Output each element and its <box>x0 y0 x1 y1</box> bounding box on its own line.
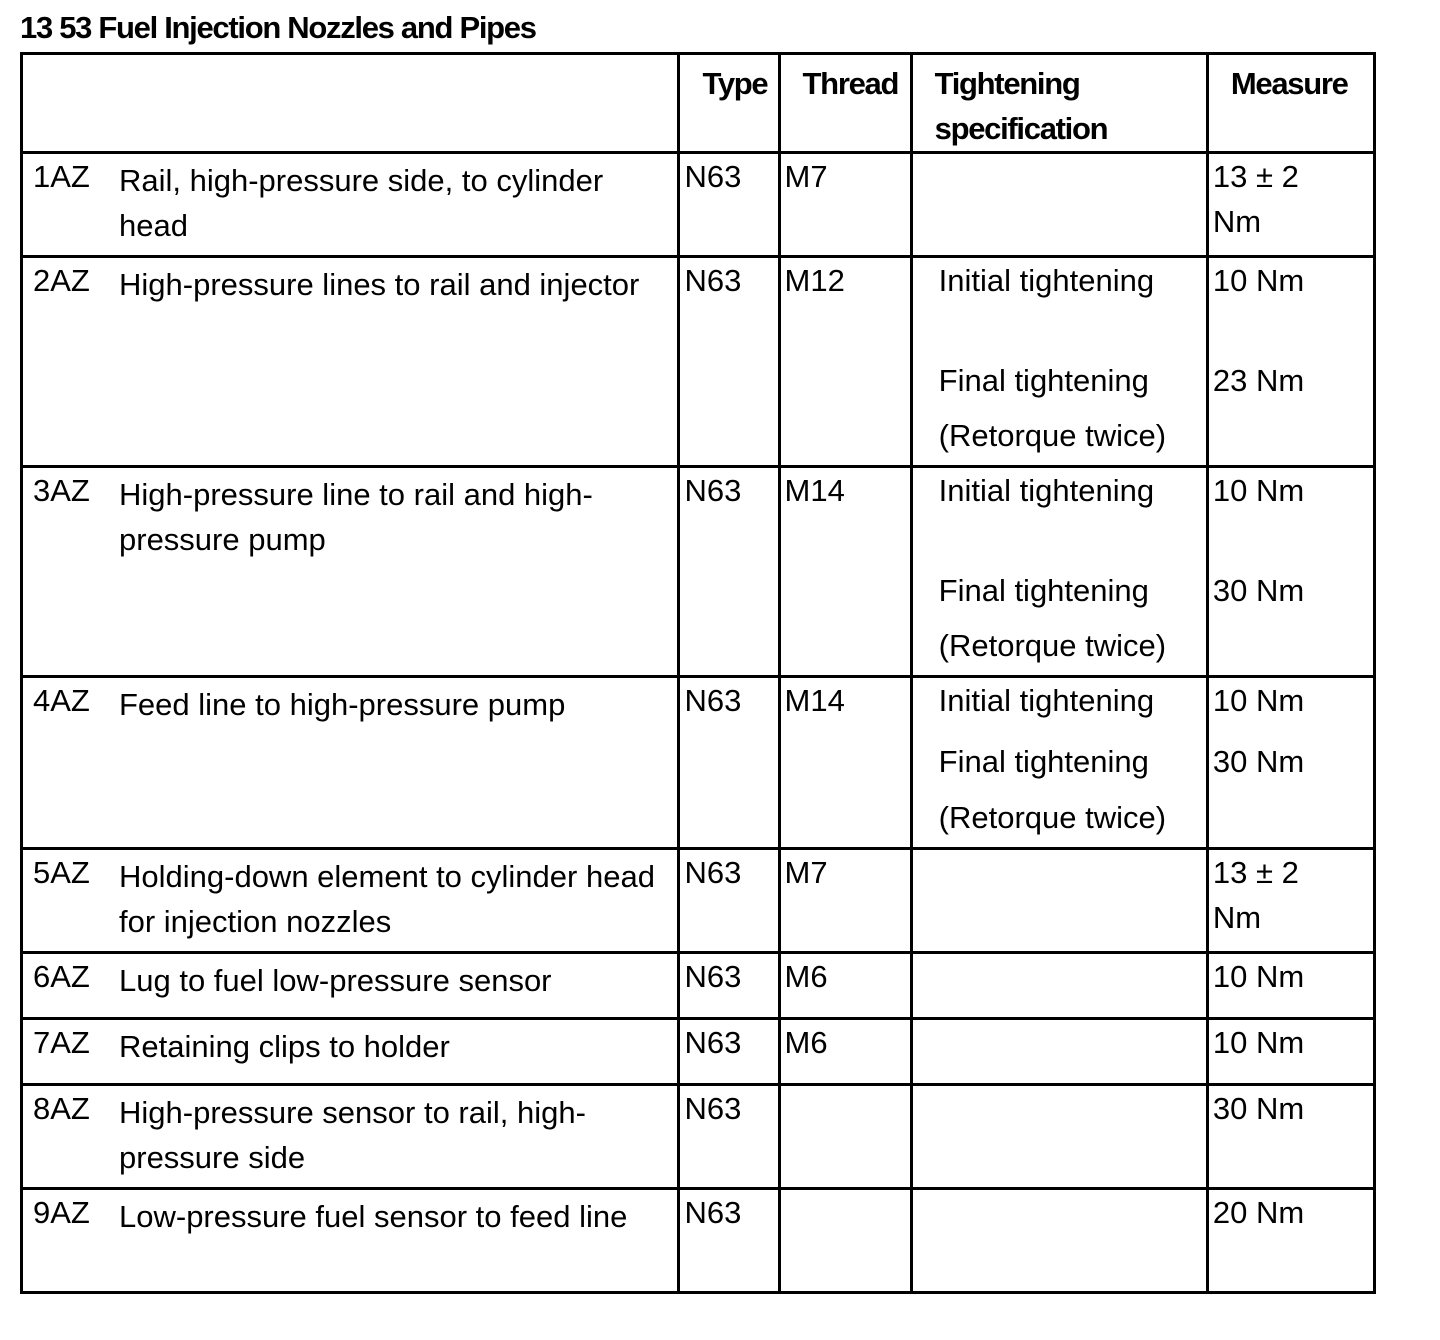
type-cell: N63 <box>679 1019 779 1085</box>
header-row <box>22 54 1375 153</box>
torque-spec-table <box>20 52 1376 1294</box>
measure-value: 20 Nm <box>1212 1195 1305 1230</box>
item-description: High-pressure line to rail and high-pressure pump <box>119 477 593 557</box>
item-description: High-pressure lines to rail and injector <box>119 267 640 302</box>
header-item <box>22 54 679 153</box>
item-number: 1AZ <box>33 159 90 194</box>
item-description: Lug to fuel low-pressure sensor <box>119 963 552 998</box>
table-row <box>22 1189 1375 1293</box>
item-description: Retaining clips to holder <box>119 1029 450 1064</box>
item-cell <box>22 849 679 953</box>
item-description: High-pressure sensor to rail, high-pressure side <box>119 1095 586 1175</box>
table-row <box>22 153 1375 257</box>
spec-cell <box>911 1189 1207 1293</box>
table-row <box>22 467 1375 677</box>
item-number: 4AZ <box>33 683 90 718</box>
spec-line: (Retorque twice) <box>938 800 1167 835</box>
spec-line: (Retorque twice) <box>938 628 1167 663</box>
thread-cell: M6 <box>779 953 911 1019</box>
table-row <box>22 257 1375 467</box>
measure-value: 10 Nm <box>1212 473 1305 508</box>
item-number: 3AZ <box>33 473 90 508</box>
measure-value: 30 Nm <box>1212 1091 1305 1126</box>
measure-value: 10 Nm <box>1212 959 1305 994</box>
spec-cell <box>911 849 1207 953</box>
measure-value: 30 Nm <box>1212 573 1305 608</box>
thread-cell: M7 <box>779 849 911 953</box>
spec-cell <box>911 1085 1207 1189</box>
type-cell: N63 <box>679 467 779 677</box>
type-cell: N63 <box>679 677 779 849</box>
item-number: 2AZ <box>33 263 90 298</box>
measure-value: 10 Nm <box>1212 1025 1305 1060</box>
item-number: 6AZ <box>33 959 90 994</box>
table-row <box>22 953 1375 1019</box>
measure-cell <box>1207 257 1374 467</box>
measure-cell <box>1207 849 1374 953</box>
spec-cell <box>911 257 1207 467</box>
type-cell: N63 <box>679 1189 779 1293</box>
item-cell <box>22 1085 679 1189</box>
spec-line: Initial tightening <box>938 473 1155 508</box>
header-spec: Tightening specification <box>911 54 1207 153</box>
spec-line: Final tightening <box>938 363 1149 398</box>
spec-cell <box>911 953 1207 1019</box>
thread-cell <box>779 1085 911 1189</box>
type-cell: N63 <box>679 257 779 467</box>
measure-cell <box>1207 1019 1374 1085</box>
measure-cell <box>1207 1085 1374 1189</box>
measure-value: 23 Nm <box>1212 363 1305 398</box>
spec-cell <box>911 677 1207 849</box>
header-thread: Thread <box>779 54 911 153</box>
spec-cell <box>911 153 1207 257</box>
spec-cell <box>911 467 1207 677</box>
item-cell <box>22 257 679 467</box>
thread-cell: M14 <box>779 467 911 677</box>
item-cell <box>22 953 679 1019</box>
thread-cell: M14 <box>779 677 911 849</box>
item-cell <box>22 153 679 257</box>
item-number: 9AZ <box>33 1195 90 1230</box>
table-row <box>22 1085 1375 1189</box>
measure-value: 13 ± 2 Nm <box>1212 855 1299 935</box>
measure-value: 10 Nm <box>1212 683 1305 718</box>
item-number: 5AZ <box>33 855 90 890</box>
item-cell <box>22 1019 679 1085</box>
item-description: Rail, high-pressure side, to cylinder head <box>119 163 604 243</box>
item-cell <box>22 677 679 849</box>
page-title: 13 53 Fuel Injection Nozzles and Pipes <box>20 10 536 45</box>
measure-value: 30 Nm <box>1212 744 1305 779</box>
measure-cell <box>1207 153 1374 257</box>
header-measure: Measure <box>1207 54 1374 153</box>
measure-cell <box>1207 953 1374 1019</box>
measure-cell <box>1207 467 1374 677</box>
spec-line: Final tightening <box>938 744 1149 779</box>
item-description: Feed line to high-pressure pump <box>119 687 566 722</box>
thread-cell: M12 <box>779 257 911 467</box>
table-row <box>22 849 1375 953</box>
spec-line: (Retorque twice) <box>938 418 1167 453</box>
type-cell: N63 <box>679 849 779 953</box>
type-cell: N63 <box>679 153 779 257</box>
measure-value: 13 ± 2 Nm <box>1212 159 1299 239</box>
item-number: 8AZ <box>33 1091 90 1126</box>
header-type: Type <box>679 54 779 153</box>
measure-cell <box>1207 677 1374 849</box>
item-description: Holding-down element to cylinder head for injection nozzles <box>119 859 655 939</box>
item-number: 7AZ <box>33 1025 90 1060</box>
type-cell: N63 <box>679 1085 779 1189</box>
thread-cell: M6 <box>779 1019 911 1085</box>
table-row <box>22 1019 1375 1085</box>
spec-line: Initial tightening <box>938 263 1155 298</box>
item-cell <box>22 467 679 677</box>
spec-line: Final tightening <box>938 573 1149 608</box>
thread-cell <box>779 1189 911 1293</box>
thread-cell: M7 <box>779 153 911 257</box>
measure-cell <box>1207 1189 1374 1293</box>
item-description: Low-pressure fuel sensor to feed line <box>119 1199 628 1234</box>
type-cell: N63 <box>679 953 779 1019</box>
measure-value: 10 Nm <box>1212 263 1305 298</box>
spec-line: Initial tightening <box>938 683 1155 718</box>
spec-cell <box>911 1019 1207 1085</box>
item-cell <box>22 1189 679 1293</box>
table-row <box>22 677 1375 849</box>
